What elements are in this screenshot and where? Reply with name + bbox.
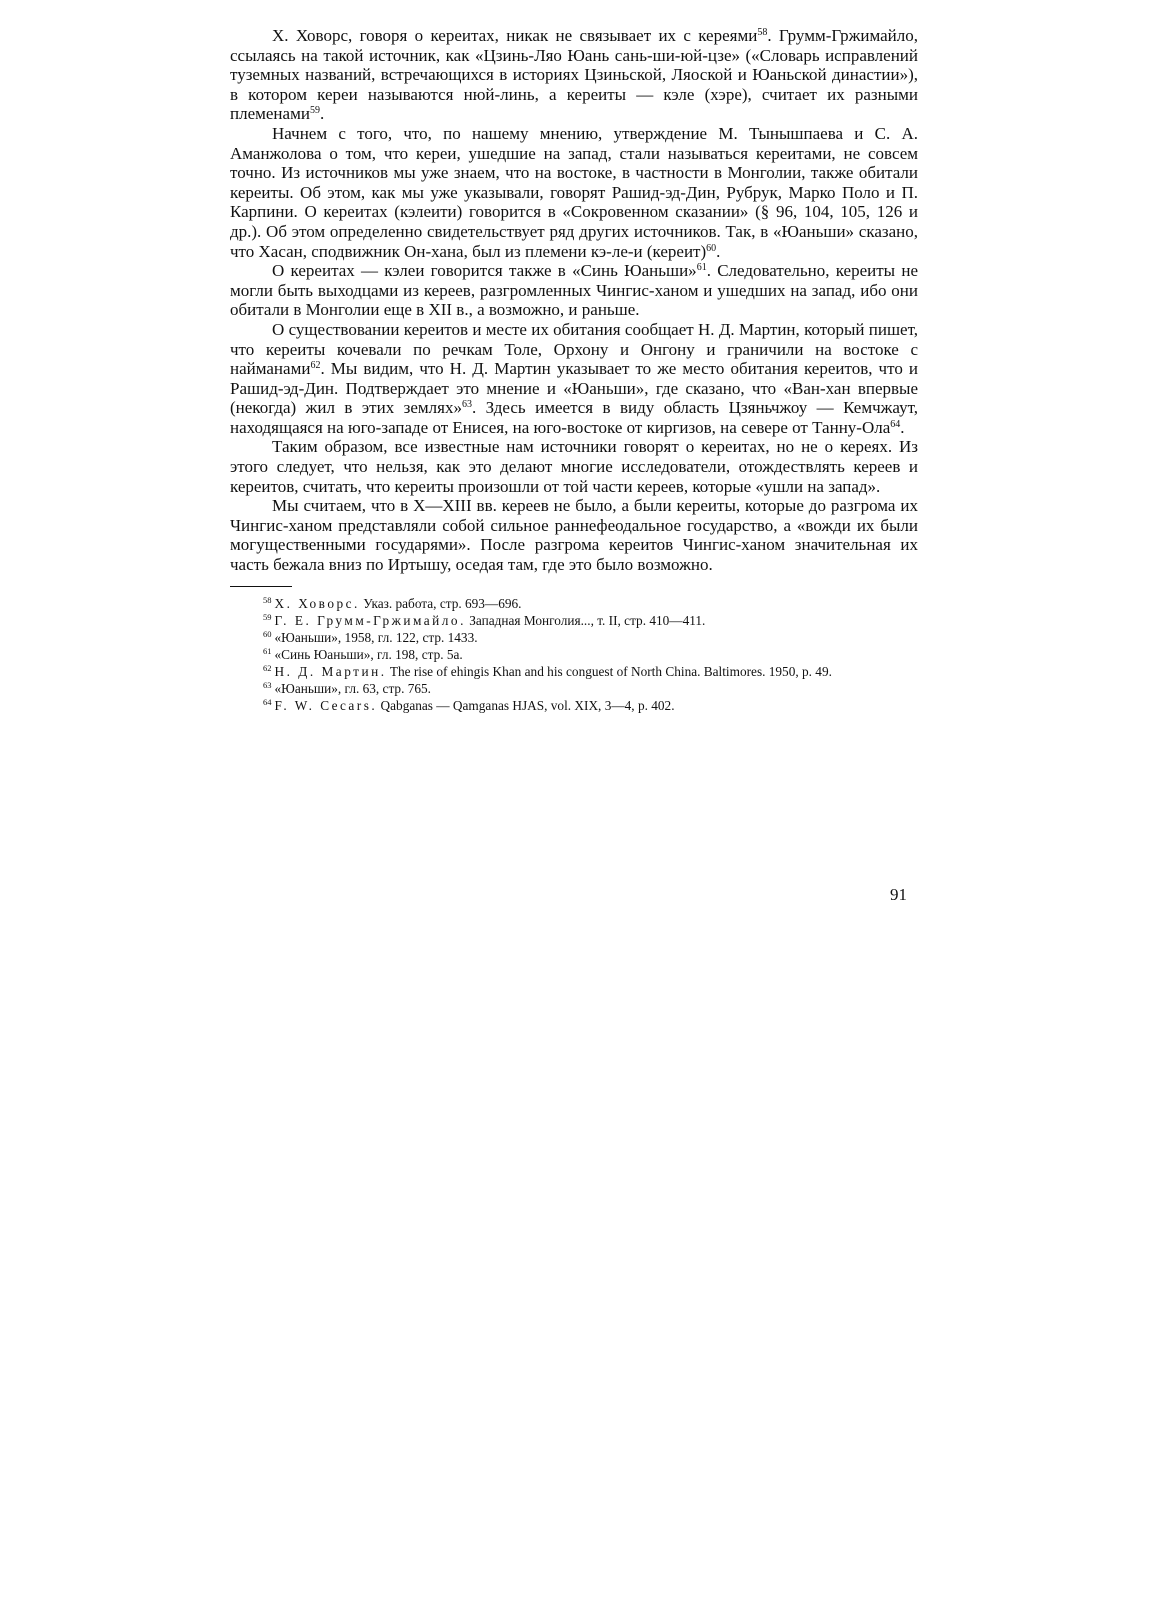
footnote (230, 595, 918, 612)
paragraph-text: Таким образом, все известные нам источники говорят о кереитах, но не о кереях. Из этого следует, что нельзя, как это делают многие исследователи, отождествлять кереев и кереитов, считать, что кереиты произошли от той части кереев, которые «ушли на запад». (230, 437, 918, 496)
body-paragraph (230, 496, 918, 574)
paragraph-text: Начнем с того, что, по нашему мнению, утверждение М. Тынышпаева и С. А. Аманжолова о том, что кереи, ушедшие на запад, стали называться кереитами, не совсем точно. Из источников мы уже знаем, что на востоке, в частности в Монголии, также обитали кереиты. Об этом, как мы уже указывали, говорят Рашид-эд-Дин, Рубрук, Марко Поло и П. Карпини. О кереитах (кэлеити) говорится в «Сокровенном сказании» (§ 96, 104, 105, 126 и др.). Об этом определенно свидетельствует ряд других источников. Так, в «Юаньши» сказано, что Хасан, сподвижник Он-хана, был из племени кэ-ле-и (кереит) (230, 123, 918, 261)
footnotes-list (230, 595, 918, 714)
paragraph-text: . Здесь имеется в виду область Цзяньчжоу — Кемчжаут, находящаяся на юго-западе от Енисея, на юго-востоке от киргизов, на севере от Танну-Ола (230, 398, 918, 437)
body-paragraph (230, 261, 918, 320)
paragraph-text: О существовании кереитов и месте их обитания сообщает Н. Д. Мартин, который пишет, что кереиты кочевали по речкам Толе, Орхону и Онгону и граничили на востоке с найманами (230, 319, 918, 379)
footnote-ref: 58 (757, 27, 768, 38)
footnote-number: 58 (263, 594, 272, 605)
footnote (230, 680, 918, 697)
paragraph-text: . (900, 417, 905, 437)
footnote-number: 64 (263, 696, 272, 707)
footnote-author: Х. Ховорс. (274, 595, 360, 611)
footnote-text: «Юаньши», гл. 63, стр. 765. (274, 680, 431, 696)
footnote (230, 629, 918, 646)
paragraph-text: . Следовательно, кереиты не могли быть выходцами из кереев, разгромленных Чингис-ханом и ушедших на запад, ибо они обитали в Монголии еще в XII в., а возможно, и раньше. (230, 261, 919, 320)
footnote-number: 61 (263, 645, 272, 656)
paragraph-text: . (716, 241, 721, 261)
footnote-text: «Юаньши», 1958, гл. 122, стр. 1433. (274, 629, 478, 645)
footnote-ref: 63 (461, 399, 472, 411)
paragraph-text: Мы считаем, что в X—XIII вв. кереев не было, а были кереиты, которые до разгрома их Чингис-ханом представляли собой сильное раннефеодальное государство, а «вожди их были могущественными государями». После разгрома кереитов Чингис-ханом значительная их часть бежала вниз по Иртышу, оседая там, где это было возможно. (230, 496, 918, 575)
body-paragraph (230, 437, 918, 496)
footnote-text: The rise of ehingis Khan and his conguest of North China. Baltimores. 1950, p. 49. (386, 663, 832, 679)
body-paragraph (230, 26, 918, 124)
footnote (230, 646, 918, 663)
footnote-number: 62 (263, 662, 272, 673)
footnote-number: 60 (263, 628, 272, 639)
footnote-ref: 60 (706, 242, 717, 254)
body-paragraphs (230, 26, 918, 575)
footnote-number: 59 (263, 611, 272, 622)
footnote-text: Указ. работа, стр. 693—696. (359, 595, 522, 611)
footnote-ref: 62 (310, 360, 321, 372)
footnote (230, 663, 918, 680)
footnote-text: «Синь Юаньши», гл. 198, стр. 5а. (274, 646, 463, 662)
body-paragraph (230, 124, 918, 261)
paragraph-text: Х. Ховорс, говоря о кереитах, никак не связывает их с кереями (272, 26, 758, 45)
footnote-author: F. W. Cecars. (274, 697, 378, 713)
footnote (230, 697, 918, 714)
main-text (230, 26, 918, 714)
body-paragraph (230, 320, 918, 438)
footnote-ref: 61 (696, 262, 707, 274)
footnote-author: Г. Е. Грумм-Гржимайло. (274, 612, 466, 628)
footnote-ref: 64 (890, 418, 901, 430)
footnote (230, 612, 918, 629)
footnote-separator (230, 586, 292, 587)
paragraph-text: О кереитах — кэлеи говорится также в «Синь Юаньши» (272, 261, 697, 281)
page-number: 91 (890, 885, 907, 904)
footnote-author: Н. Д. Мартин. (274, 663, 387, 679)
footnote-number: 63 (263, 679, 272, 690)
footnote-text: Западная Монголия..., т. II, стр. 410—411. (465, 612, 706, 628)
paragraph-text: . Грумм-Гржимайло, ссылаясь на такой источник, как «Цзинь-Ляо Юань сань-ши-юй-цзе» («Словарь исправлений туземных названий, встречающихся в историях Цзиньской, Ляоской и Юаньской династии»), в котором кереи называются нюй-линь, а кереиты — кэле (хэре), считает их разными племенами (230, 26, 918, 124)
footnote-ref: 59 (309, 105, 320, 117)
paragraph-text: . (319, 104, 325, 124)
paragraph-text: . Мы видим, что Н. Д. Мартин указывает то же место обитания кереитов, что и Рашид-эд-Дин. Подтверждает это мнение и «Юаньши», где сказано, что «Ван-хан впервые (некогда) жил в этих землях» (230, 359, 918, 418)
footnote-text: Qabganas — Qamganas HJAS, vol. XIX, 3—4, p. 402. (377, 697, 675, 713)
